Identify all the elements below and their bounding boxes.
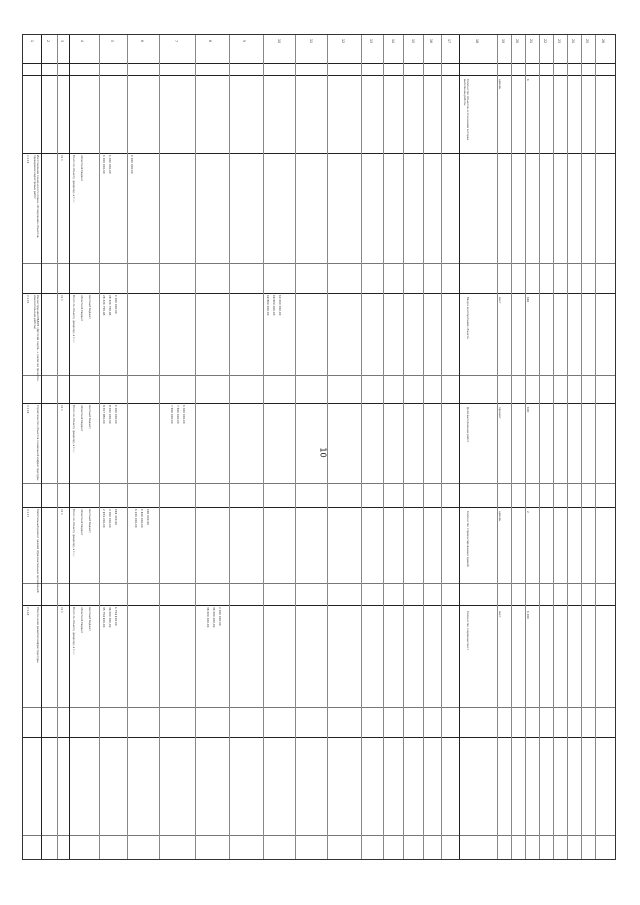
row-label: местный бюджет (88, 509, 91, 533)
indicator-unit: единиц (498, 79, 501, 90)
section-title: Капитальный ремонт зданий образовательных организаций (36, 509, 39, 593)
col-number: 3 (60, 39, 65, 43)
row-value: 1 754 100,00 (114, 607, 118, 626)
row-value: 8 000 000,00 (108, 405, 112, 424)
row-label: областной бюджет (80, 295, 83, 322)
col-number: 18 (475, 38, 480, 44)
section-title: Изготовление технического плана, обследование объектов, проведение кадастровых работ (32, 155, 39, 239)
indicator-value: 140 (526, 297, 530, 303)
col-number: 25 (585, 38, 590, 44)
section-code: 01 1 (60, 607, 63, 613)
row-label: местный бюджет (88, 295, 91, 319)
col-number: 5 (110, 39, 115, 43)
col-number: 17 (447, 38, 452, 44)
indicator-text: Доля выполненных работ (466, 407, 469, 443)
col-number: 6 (140, 39, 145, 43)
col-number: 10 (277, 38, 282, 44)
col-number: 4 (80, 39, 85, 43)
row-value: 19 800 000,00 (272, 295, 276, 316)
col-number: 23 (557, 38, 562, 44)
row-label: местный бюджет (88, 405, 91, 429)
col-number: 9 (242, 39, 247, 43)
indicator-value: 1 (526, 79, 530, 81)
row-value: 1 000 000,00 (130, 155, 134, 174)
row-label: Всего по объекту (разделу), в т.ч.: (72, 295, 75, 343)
col-number: 19 (501, 38, 506, 44)
col-number: 24 (571, 38, 576, 44)
row-value: 28 321 756,43 (102, 295, 106, 316)
row-label: Всего по объекту (разделу), в т.ч.: (72, 155, 75, 203)
col-number: 14 (391, 38, 396, 44)
row-value: 2 000 000,00 (108, 509, 112, 528)
row-value: 35 754 100,00 (102, 607, 106, 628)
row-value: 1 000 000,00 (114, 295, 118, 314)
row-value: 1 000 000,00 (182, 405, 186, 424)
indicator-text: Количество объектов, в отношении которых выполнены работы (462, 79, 469, 141)
section-id: 2.1.15 (26, 295, 29, 304)
col-number: 1 (30, 39, 35, 43)
indicator-text: Количество отремонтированных зданий (466, 511, 469, 567)
section-id: 2.1.14 (26, 155, 29, 164)
indicator-unit: процент (498, 407, 501, 419)
col-number: 8 (208, 39, 213, 43)
section-code: 01 1 (60, 509, 63, 515)
indicator-value: 1 000 (526, 611, 530, 620)
section-title: Реконструкция МБДОУ «Детский сад №…» (включая проектно-изыскательские работы) (32, 295, 39, 382)
indicator-text: Количество созданных мест (466, 611, 469, 650)
row-value: 7 600 000,00 (176, 405, 180, 424)
indicator-unit: единиц (498, 511, 501, 522)
col-number: 26 (601, 38, 606, 44)
row-value: 1 100 000,00 (140, 509, 144, 528)
section-title: Обеспечение развития инфраструктуры (36, 607, 39, 663)
row-label: областной бюджет (80, 155, 83, 182)
col-number: 22 (543, 38, 548, 44)
row-value: 10 000 000,00 (278, 295, 282, 316)
indicator-unit: мест (498, 611, 501, 618)
indicator-text: Ввод в эксплуатацию объекта (466, 297, 469, 339)
col-number: 2 (46, 39, 51, 43)
col-number: 20 (515, 38, 520, 44)
row-value: 7 600 000,00 (170, 405, 174, 424)
row-value: 161 200,00 (114, 509, 118, 526)
row-value: 1 000 000,00 (108, 155, 112, 174)
page-number: 10 (318, 447, 328, 458)
section-id: 2.1.16 (26, 405, 29, 414)
row-value: 38 000 000,00 (206, 607, 210, 628)
row-value: 2 000 000,00 (218, 607, 222, 626)
row-label: Всего по объекту (разделу), в т.ч.: (72, 607, 75, 655)
row-value: 1 000 000,00 (114, 405, 118, 424)
row-value: 34 000 000,00 (108, 607, 112, 628)
row-value: 1 000 000,00 (102, 155, 106, 174)
row-value: 1 200 000,00 (134, 509, 138, 528)
col-number: 7 (174, 39, 179, 43)
row-label: областной бюджет (80, 607, 83, 634)
indicator-unit: мест (498, 297, 501, 304)
row-value: 9 307 950,00 (102, 405, 106, 424)
document-sheet (22, 34, 616, 860)
row-label: областной бюджет (80, 509, 83, 536)
row-value: 28 321 756,43 (108, 295, 112, 316)
section-code: 01 1 (60, 155, 63, 161)
row-value: 2 161 200,00 (102, 509, 106, 528)
col-number: 15 (411, 38, 416, 44)
col-number: 11 (309, 38, 314, 44)
col-number: 16 (429, 38, 434, 44)
col-number: 12 (341, 38, 346, 44)
row-label: областной бюджет (80, 405, 83, 432)
row-label: Всего по объекту (разделу), в т.ч.: (72, 405, 75, 453)
row-value: 36 000 000,00 (212, 607, 216, 628)
section-id: 2.1.17 (26, 509, 29, 518)
row-value: 19 800 000,00 (266, 295, 270, 316)
col-number: 13 (369, 38, 374, 44)
section-id: 2.1.18 (26, 607, 29, 616)
section-code: 01 1 (60, 405, 63, 411)
section-title: Строительство объектов социальной инфраструктуры (36, 405, 39, 481)
row-value: 100 000,00 (146, 509, 150, 526)
section-code: 01 1 (60, 295, 63, 301)
row-label: местный бюджет (88, 607, 91, 631)
indicator-value: 100 (526, 407, 530, 413)
indicator-value: 2 (526, 511, 530, 513)
row-label: Всего по объекту (разделу), в т.ч.: (72, 509, 75, 557)
col-number: 21 (529, 38, 534, 44)
